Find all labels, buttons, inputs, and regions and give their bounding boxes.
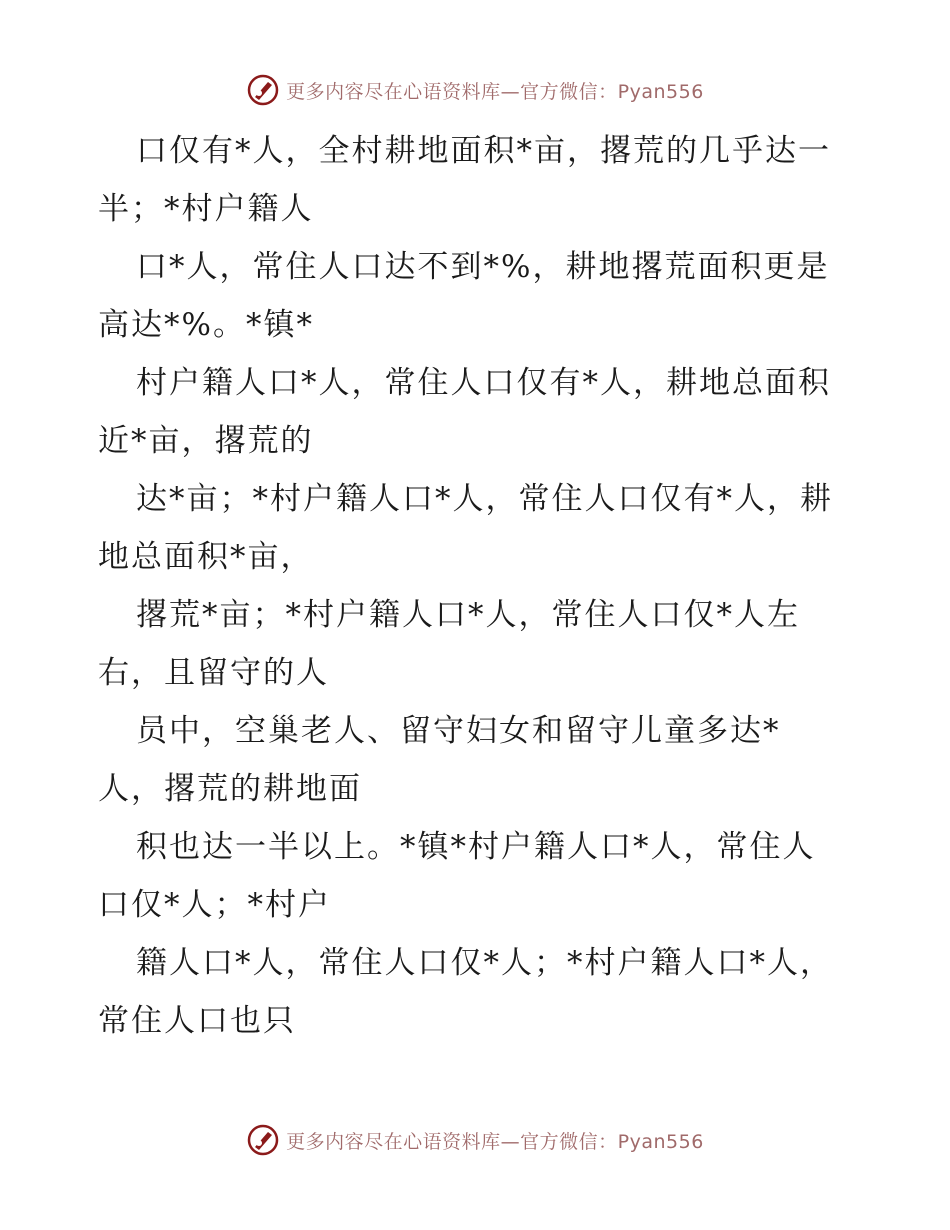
text-line: 高达*%。*镇* xyxy=(98,307,314,343)
header-banner-text: 更多内容尽在心语资料库—官方微信：Pyan556 xyxy=(286,80,704,103)
text-line: 口仅*人；*村户 xyxy=(98,887,331,923)
footer-banner-text: 更多内容尽在心语资料库—官方微信：Pyan556 xyxy=(286,1130,704,1153)
text-line: 村户籍人口*人，常住人口仅有*人，耕地总面积 xyxy=(136,365,831,401)
text-line: 籍人口*人，常住人口仅*人；*村户籍人口*人， xyxy=(136,945,833,981)
pen-seal-icon xyxy=(246,1123,280,1157)
document-body xyxy=(98,122,858,1050)
text-line: 员中，空巢老人、留守妇女和留守儿童多达* xyxy=(136,713,781,749)
text-line: 撂荒*亩；*村户籍人口*人，常住人口仅*人左 xyxy=(136,597,800,633)
footer-banner xyxy=(0,1120,950,1160)
header-banner xyxy=(0,70,950,110)
text-line: 达*亩；*村户籍人口*人，常住人口仅有*人，耕 xyxy=(136,481,833,517)
pen-seal-icon xyxy=(246,73,280,107)
text-line: 右，且留守的人 xyxy=(98,655,329,691)
text-line: 半；*村户籍人 xyxy=(98,191,314,227)
text-line: 积也达一半以上。*镇*村户籍人口*人，常住人 xyxy=(136,829,816,865)
text-line: 近*亩，撂荒的 xyxy=(98,423,314,459)
text-line: 人，撂荒的耕地面 xyxy=(98,771,362,807)
text-line: 常住人口也只 xyxy=(98,1003,296,1039)
text-line: 口*人，常住人口达不到*%，耕地撂荒面积更是 xyxy=(136,249,830,285)
text-line: 地总面积*亩， xyxy=(98,539,314,575)
text-line: 口仅有*人，全村耕地面积*亩，撂荒的几乎达一 xyxy=(136,133,831,169)
